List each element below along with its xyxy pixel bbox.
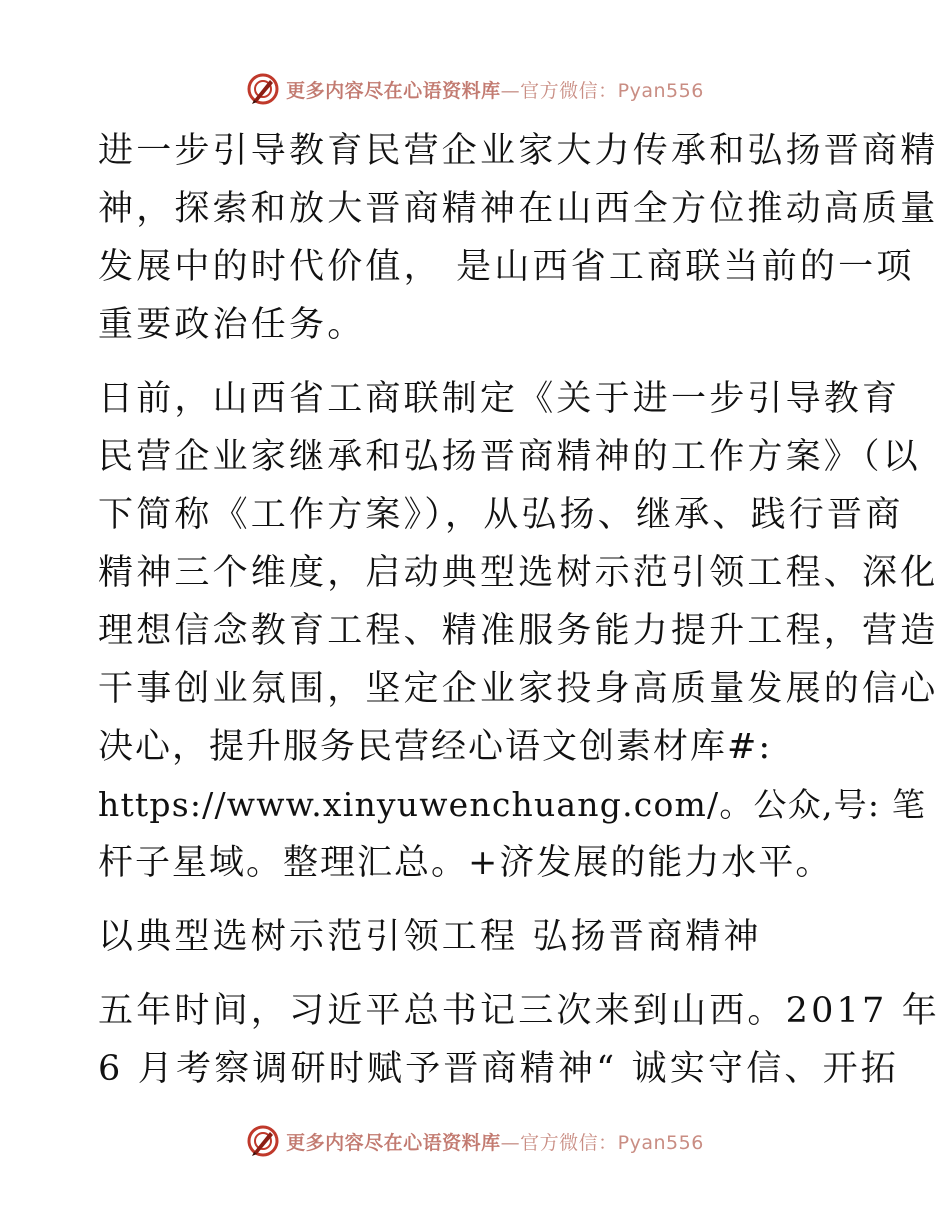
watermark-sub: 官方微信：Pyan556 (520, 79, 704, 102)
watermark-separator: — (500, 79, 521, 102)
watermark-sub: 官方微信：Pyan556 (520, 1131, 704, 1154)
text-line: 民营企业家继承和弘扬晋商精神的工作方案》（以 (98, 437, 921, 477)
footer-watermark (0, 1124, 950, 1158)
watermark-separator: — (500, 1131, 521, 1154)
document-body (98, 122, 940, 1098)
text-line: 发展中的时代价值， 是山西省工商联当前的一项 (98, 247, 915, 287)
pen-logo-icon (246, 72, 280, 106)
section-heading: 以典型选树示范引领工程 弘扬晋商精神 (98, 917, 762, 957)
text-line: 理想信念教育工程、精准服务能力提升工程，营造 (98, 611, 939, 651)
text-line: 神，探索和放大晋商精神在山西全方位推动高质量 (98, 189, 939, 229)
watermark-main: 更多内容尽在心语资料库 (286, 1131, 501, 1154)
header-watermark (0, 72, 950, 106)
text-line: 进一步引导教育民营企业家大力传承和弘扬晋商精 (98, 131, 939, 171)
text-line: 下简称《工作方案》），从弘扬、继承、践行晋商 (98, 495, 904, 535)
text-line: 6 月考察调研时赋予晋商精神“ 诚实守信、开拓 (98, 1049, 900, 1089)
text-line: 五年时间，习近平总书记三次来到山西。2017 年 (98, 991, 940, 1031)
text-line: https://www.xinyuwenchuang.com/。公众,号: 笔 (98, 785, 927, 824)
pen-logo-icon (246, 1124, 280, 1158)
text-line: 日前，山西省工商联制定《关于进一步引导教育 (98, 379, 901, 419)
watermark-text (286, 1128, 704, 1155)
text-line: 精神三个维度，启动典型选树示范引领工程、深化 (98, 553, 939, 593)
text-line: 重要政治任务。 (98, 305, 366, 345)
watermark-text (286, 76, 704, 103)
text-line: 干事创业氛围，坚定企业家投身高质量发展的信心 (98, 669, 939, 709)
text-line: 决心，提升服务民营经心语文创素材库#: (98, 727, 773, 767)
watermark-main: 更多内容尽在心语资料库 (286, 79, 501, 102)
text-line: 杆子星域。整理汇总。+济发展的能力水平。 (98, 843, 833, 883)
